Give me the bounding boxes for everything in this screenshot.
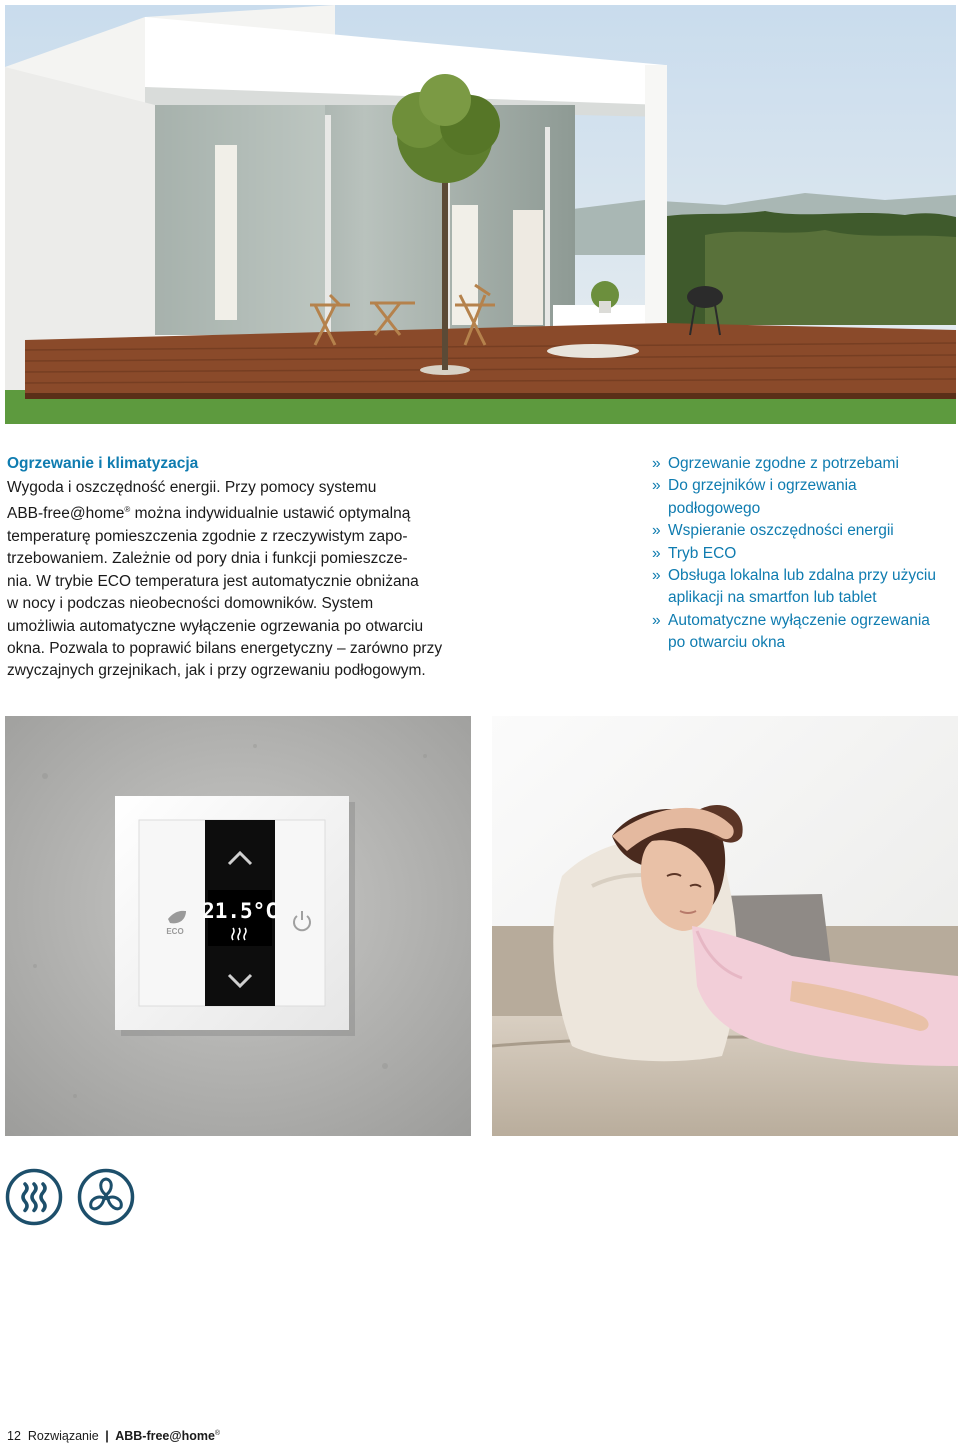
registered-mark: ® xyxy=(124,505,131,515)
feature-item xyxy=(652,453,952,475)
heating-icon xyxy=(5,1168,63,1226)
intro-line: można indywidualnie ustawić optymalną xyxy=(130,505,411,523)
feature-text: Automatyczne wyłączenie ogrzewania xyxy=(668,611,930,629)
section-heading: Ogrzewanie i klimatyzacja xyxy=(7,455,199,472)
page-number: 12 xyxy=(7,1429,21,1444)
bullet-marker: » xyxy=(652,567,661,585)
feature-item xyxy=(652,610,952,655)
hero-house-photo xyxy=(5,5,956,424)
relaxing-woman-photo xyxy=(492,716,958,1136)
intro-line: temperaturę pomieszczenia zgodnie z rzeczywistym zapo- xyxy=(7,527,408,545)
bullet-marker: » xyxy=(652,522,661,540)
intro-line: zwyczajnych grzejnikach, jak i przy ogrzewaniu podłogowym. xyxy=(7,662,426,680)
feature-list xyxy=(652,453,952,655)
footer-brand: ABB-free@home xyxy=(115,1429,215,1444)
feature-text: Obsługa lokalna lub zdalna przy użyciu xyxy=(668,567,936,585)
feature-text: po otwarciu okna xyxy=(668,634,786,652)
intro-paragraph xyxy=(7,477,467,683)
bullet-marker: » xyxy=(652,544,661,562)
intro-line: trzebowaniem. Zależnie od pory dnia i funkcji pomieszcze- xyxy=(7,550,408,568)
fan-icon xyxy=(77,1168,135,1226)
feature-item xyxy=(652,543,952,565)
feature-text: Tryb ECO xyxy=(668,544,737,562)
intro-line: Wygoda i oszczędność energii. Przy pomocy systemu xyxy=(7,479,377,496)
intro-line: umożliwia automatyczne wyłączenie ogrzewania po otwarciu xyxy=(7,617,424,635)
thermostat-display: 21.5°C xyxy=(202,899,278,923)
brand-name: ABB-free@home xyxy=(7,505,125,523)
bullet-marker: » xyxy=(652,455,661,472)
page-footer xyxy=(7,1426,220,1444)
feature-text: aplikacji na smartfon lub tablet xyxy=(668,589,877,607)
intro-line: w nocy i podczas nieobecności domowników. System xyxy=(7,595,374,613)
footer-section: Rozwiązanie xyxy=(27,1429,99,1444)
thermostat-photo xyxy=(5,716,471,1136)
feature-text: Do grzejników i ogrzewania xyxy=(668,477,857,495)
intro-line: okna. Pozwala to poprawić bilans energetyczny – zarówno przy xyxy=(7,640,443,657)
intro-section xyxy=(7,453,467,683)
feature-text: Wspieranie oszczędności energii xyxy=(668,522,894,540)
feature-item xyxy=(652,520,952,542)
bullet-marker: » xyxy=(652,477,661,495)
intro-line: nia. W trybie ECO temperatura jest automatycznie obniżana xyxy=(7,572,419,590)
feature-item xyxy=(652,565,952,610)
footer-separator: | xyxy=(105,1429,109,1444)
bullet-marker: » xyxy=(652,611,661,629)
feature-text: Ogrzewanie zgodne z potrzebami xyxy=(668,455,899,472)
feature-item xyxy=(652,475,952,520)
feature-text: podłogowego xyxy=(668,499,761,517)
eco-label: ECO xyxy=(166,927,184,936)
footer-registered-mark: ® xyxy=(214,1430,221,1437)
